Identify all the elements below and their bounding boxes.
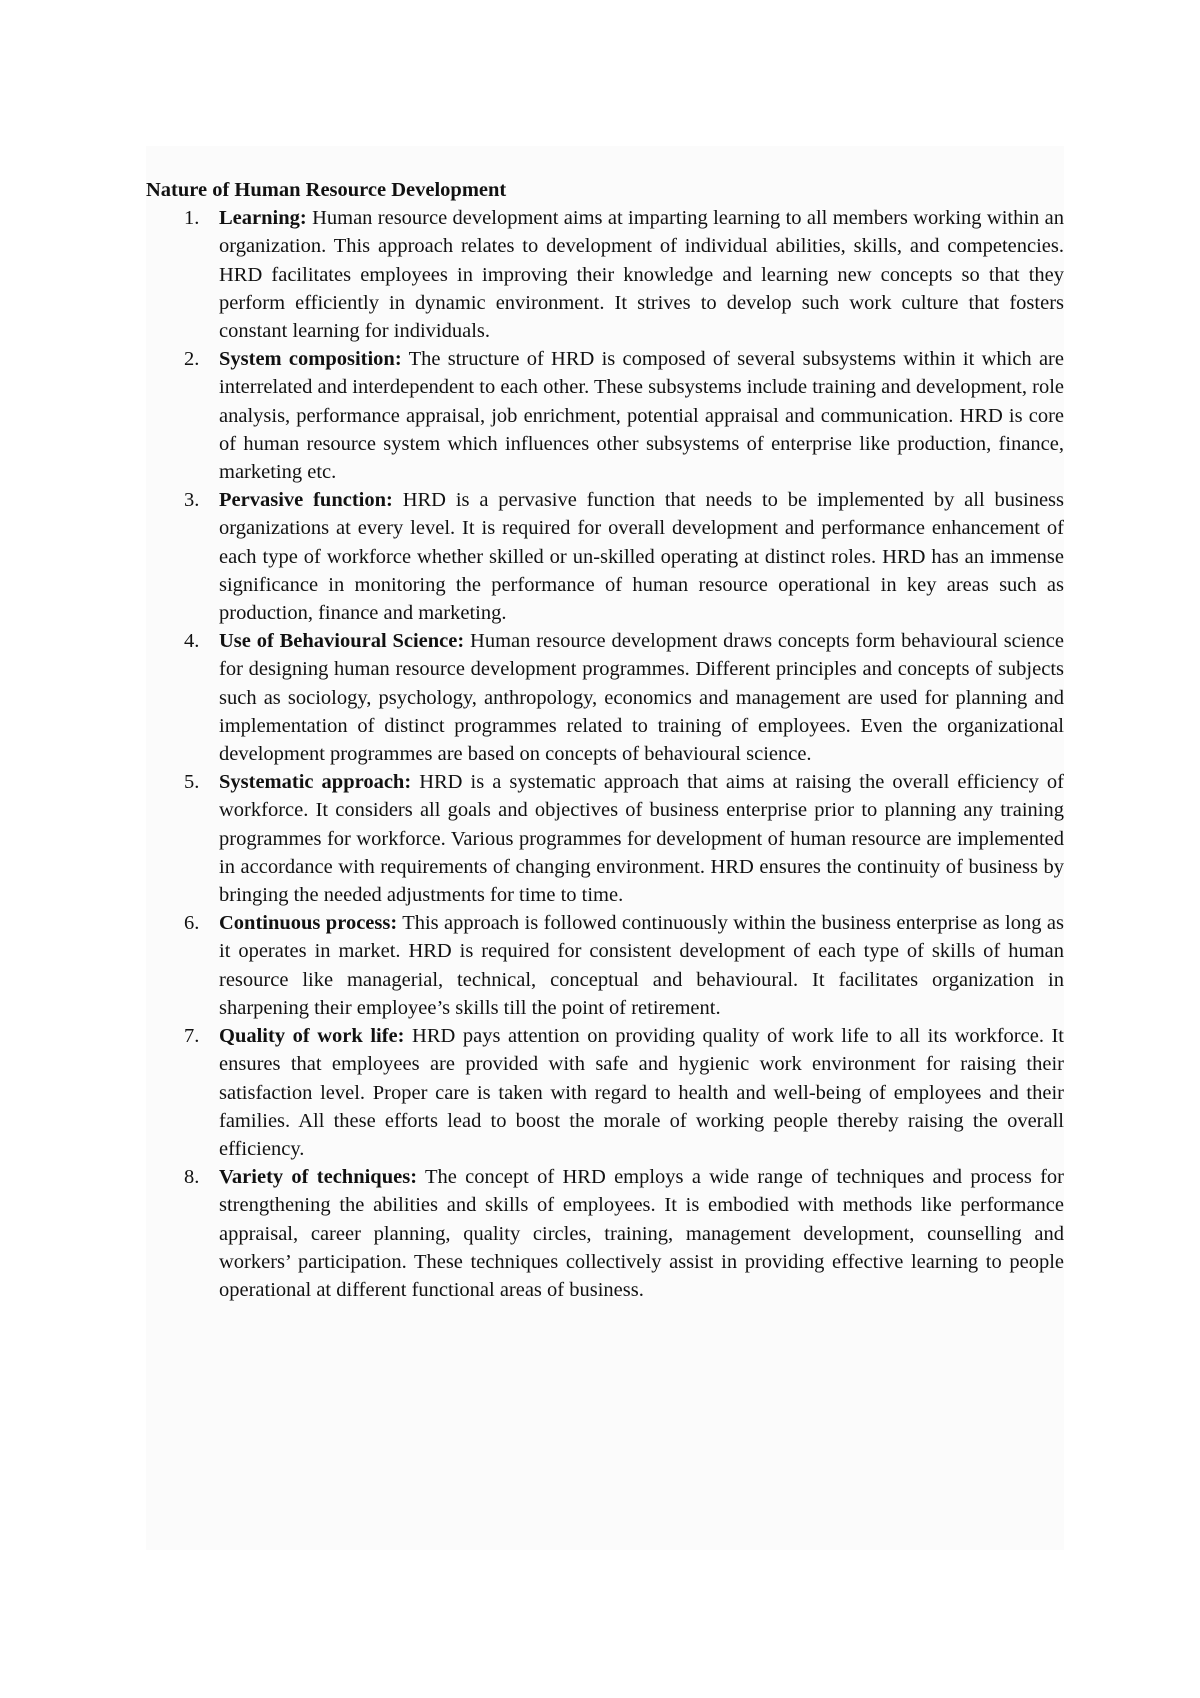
list-item-continuous-process xyxy=(146,909,1064,1022)
list-item-pervasive-function xyxy=(146,486,1064,627)
list-item-behavioural-science xyxy=(146,627,1064,768)
document-body xyxy=(146,176,1064,1304)
list-number: 3. xyxy=(184,489,200,512)
list-number: 2. xyxy=(184,348,200,371)
list-term: System composition: xyxy=(219,348,402,371)
list-text: HRD is a pervasive function that needs to be implemented by all business organizations at every level. It is required for overall development and performance enhancement of each type of workforce whether skilled or un-skilled operating at distinct roles. HRD has an immense significance in monitoring the performance of human resource operational in key areas such as production, finance and marketing. xyxy=(219,489,1064,625)
list-item-learning xyxy=(146,204,1064,345)
list-number: 6. xyxy=(184,912,200,935)
list-number: 7. xyxy=(184,1025,200,1048)
list-text: Human resource development draws concepts form behavioural science for designing human resource development programmes. Different principles and concepts of subjects such as sociology, psychology, anthropology, economics and management are used for planning and implementation of distinct programmes related to training of employees. Even the organizational development programmes are based on concepts of behavioural science. xyxy=(219,630,1065,766)
nature-list xyxy=(146,204,1064,1304)
list-term: Systematic approach: xyxy=(219,771,412,794)
list-text: This approach is followed continuously within the business enterprise as long as it operates in market. HRD is required for consistent development of each type of skills of human resource like managerial, technical, conceptual and behavioural. It facilitates organization in sharpening their employee’s skills till the point of retirement. xyxy=(219,912,1064,1019)
list-text: Human resource development aims at imparting learning to all members working within an organization. This approach relates to development of individual abilities, skills, and competencies. HRD facilitates employees in improving their knowledge and learning new concepts so that they perform efficiently in dynamic environment. It strives to develop such work culture that fosters constant learning for individuals. xyxy=(219,207,1064,343)
list-number: 1. xyxy=(184,207,200,230)
document-title: Nature of Human Resource Development xyxy=(146,179,507,201)
list-text: The structure of HRD is composed of several subsystems within it which are interrelated and interdependent to each other. These subsystems include training and development, role analysis, performance appraisal, job enrichment, potential appraisal and communication. HRD is core of human resource system which influences other subsystems of enterprise like production, finance, marketing etc. xyxy=(219,348,1064,484)
list-term: Quality of work life: xyxy=(219,1025,405,1048)
list-number: 5. xyxy=(184,771,200,794)
list-term: Pervasive function: xyxy=(219,489,393,512)
list-item-quality-of-work-life xyxy=(146,1022,1064,1163)
list-item-system-composition xyxy=(146,345,1064,486)
list-text: The concept of HRD employs a wide range of techniques and process for strengthening the abilities and skills of employees. It is embodied with methods like performance appraisal, career planning, quality circles, training, management development, counselling and workers’ participation. These techniques collectively assist in providing effective learning to people operational at different functional areas of business. xyxy=(219,1166,1065,1301)
list-term: Learning: xyxy=(219,207,307,230)
list-term: Use of Behavioural Science: xyxy=(219,630,465,653)
list-item-variety-of-techniques xyxy=(146,1163,1064,1304)
list-number: 4. xyxy=(184,630,200,653)
list-term: Variety of techniques: xyxy=(219,1166,418,1189)
list-item-systematic-approach xyxy=(146,768,1064,909)
list-text: HRD is a systematic approach that aims at raising the overall efficiency of workforce. It considers all goals and objectives of business enterprise prior to planning any training programmes for workforce. Various programmes for development of human resource are implemented in accordance with requirements of changing environment. HRD ensures the continuity of business by bringing the needed adjustments for time to time. xyxy=(219,771,1064,907)
list-text: HRD pays attention on providing quality of work life to all its workforce. It ensures that employees are provided with safe and hygienic work environment for raising their satisfaction level. Proper care is taken with regard to health and well-being of employees and their families. All these efforts lead to boost the morale of working people thereby raising the overall efficiency. xyxy=(219,1025,1065,1160)
list-number: 8. xyxy=(184,1166,200,1189)
list-term: Continuous process: xyxy=(219,912,398,935)
